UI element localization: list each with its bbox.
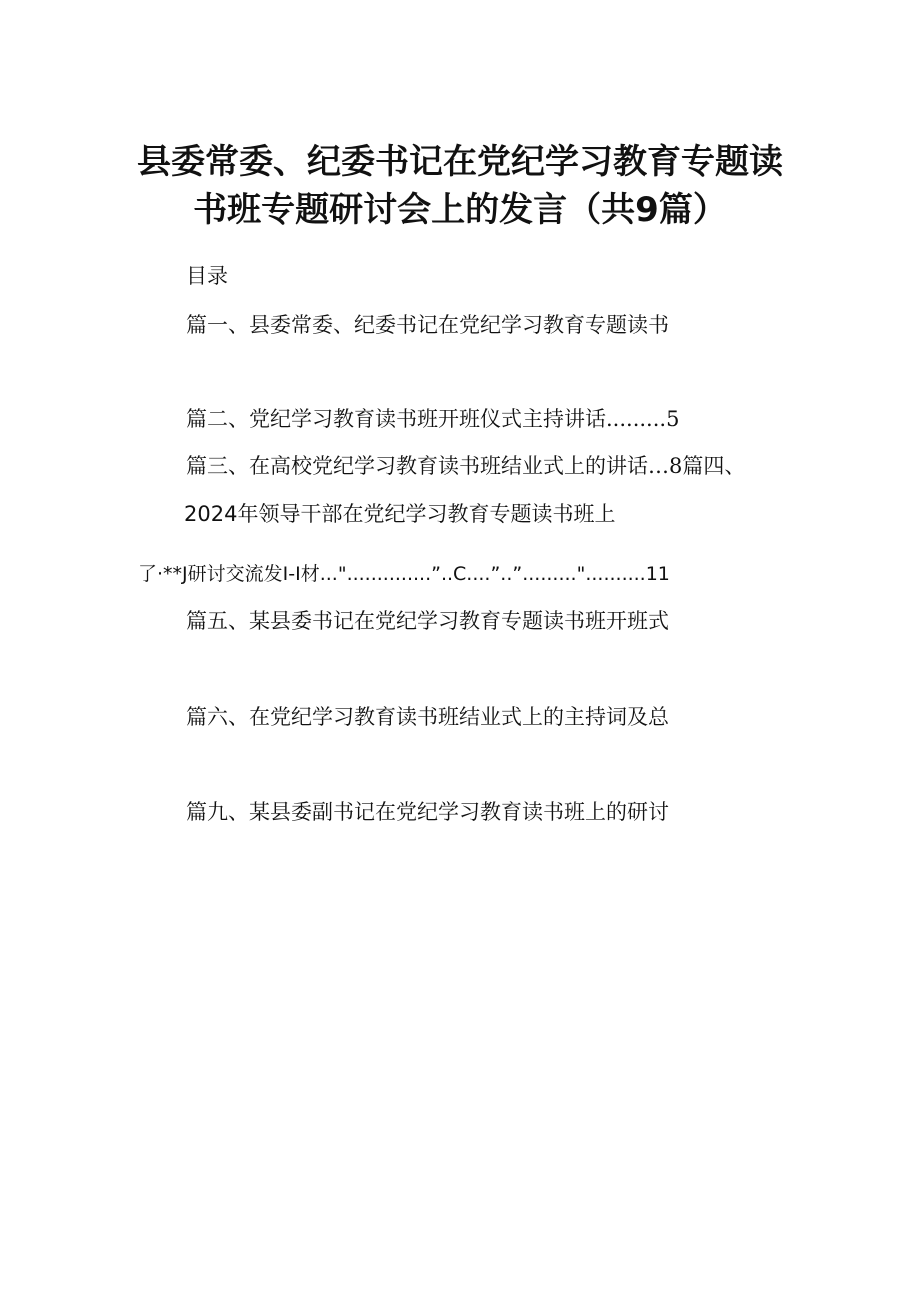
toc-entry-5: 篇五、某县委书记在党纪学习教育专题读书班开班式 [186,609,669,633]
toc-entry-3: 篇三、在高校党纪学习教育读书班结业式上的讲话…8篇四、 [186,454,746,478]
toc-entry-4-continued: 了·**J研讨交流发I-I材..."..............”..C....”..”........."..........11 [138,563,670,585]
toc-entry-2: 篇二、党纪学习教育读书班开班仪式主持讲话.........5 [186,407,680,431]
document-title-line-2: 书班专题研讨会上的发言（共9篇） [193,190,727,230]
document-title-line-1: 县委常委、纪委书记在党纪学习教育专题读 [137,142,783,182]
toc-entry-4: 2024年领导干部在党纪学习教育专题读书班上 [184,502,616,526]
toc-heading: 目录 [186,264,228,288]
toc-entry-9: 篇九、某县委副书记在党纪学习教育读书班上的研讨 [186,800,669,824]
toc-entry-6: 篇六、在党纪学习教育读书班结业式上的主持词及总 [186,705,669,729]
toc-entry-1: 篇一、县委常委、纪委书记在党纪学习教育专题读书 [186,313,669,337]
